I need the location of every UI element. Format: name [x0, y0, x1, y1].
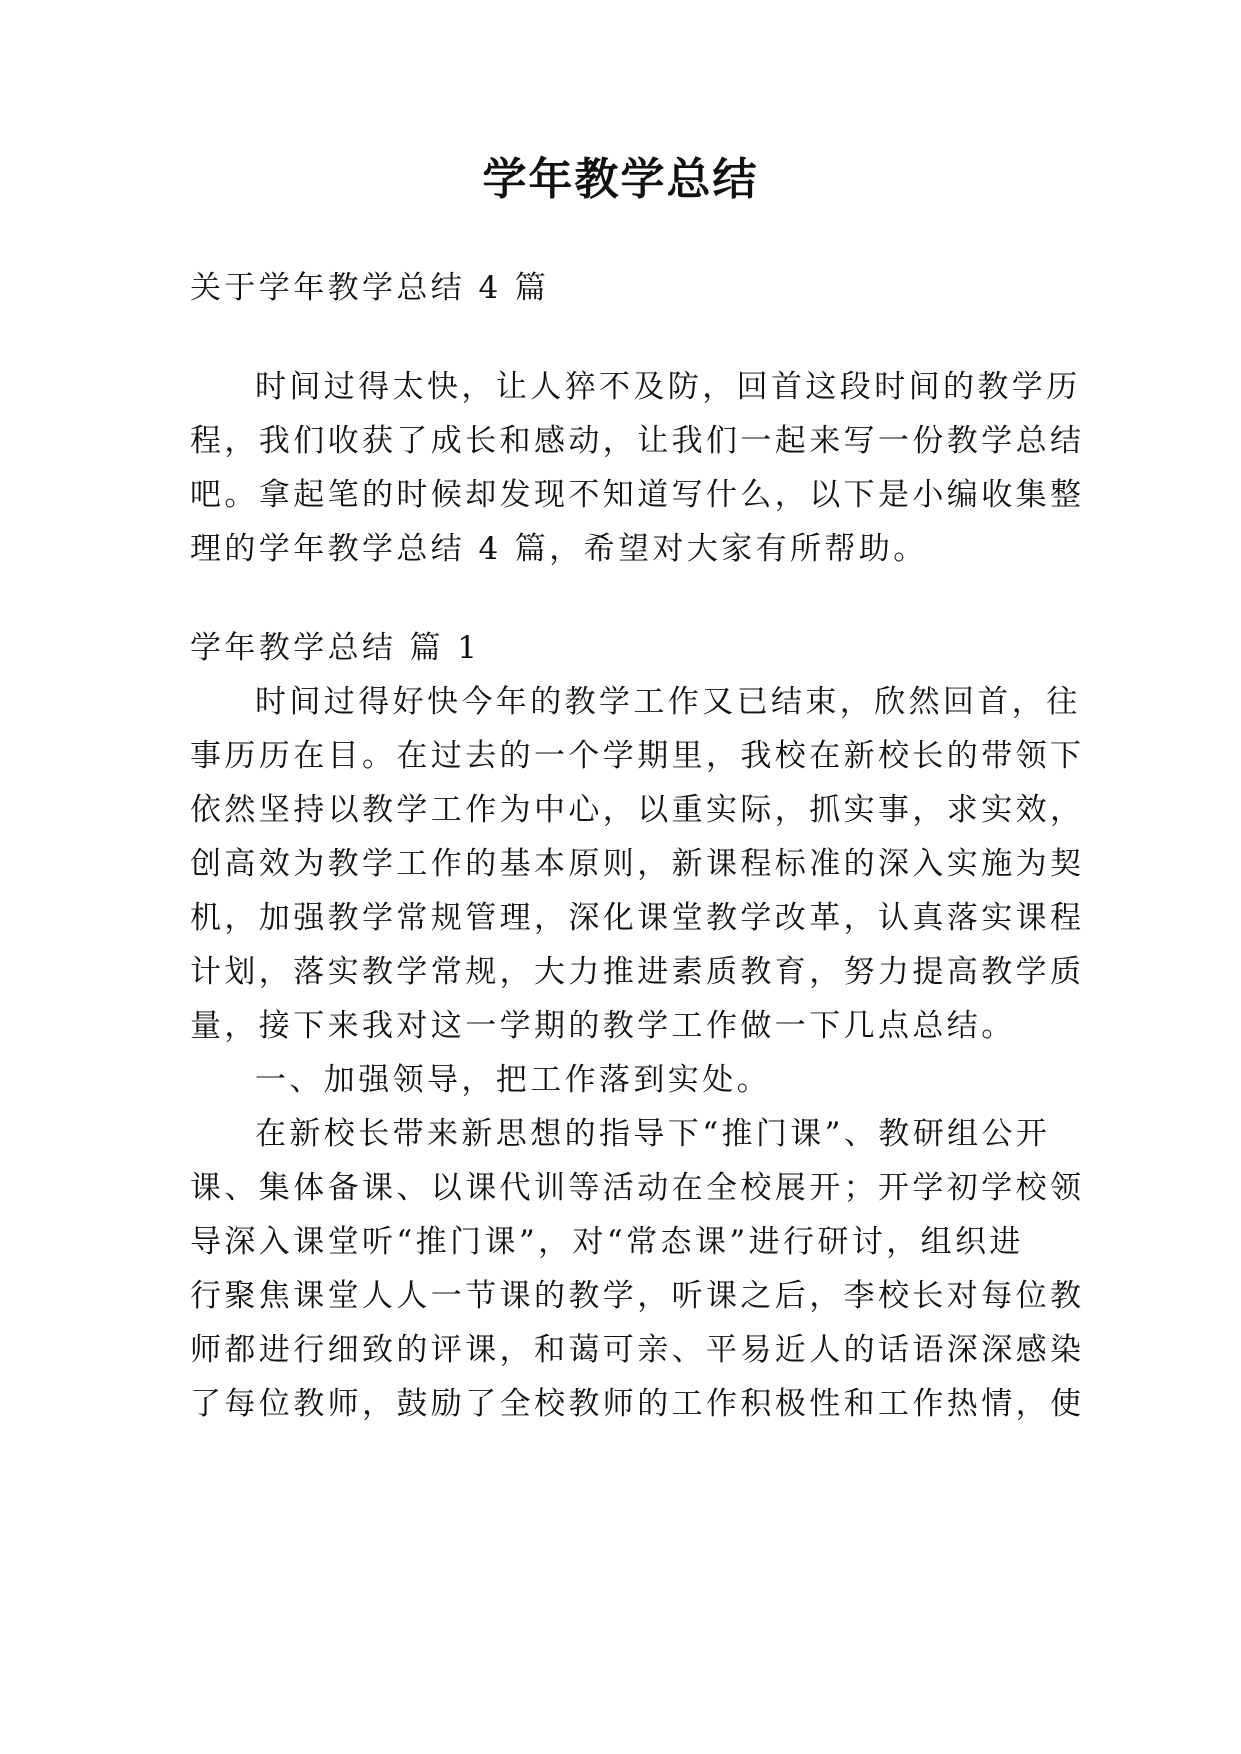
- section-heading: 学年教学总结 篇 1: [190, 630, 481, 666]
- body-line: 了每位教师，鼓励了全校教师的工作积极性和工作热情，使: [190, 1386, 1085, 1422]
- body-line: 在新校长带来新思想的指导下“推门课”、教研组公开: [255, 1116, 1051, 1152]
- intro-line: 程，我们收获了成长和感动，让我们一起来写一份教学总结: [190, 423, 1085, 459]
- body-line: 创高效为教学工作的基本原则，新课程标准的深入实施为契: [190, 846, 1085, 882]
- intro-line: 时间过得太快，让人猝不及防，回首这段时间的教学历: [255, 369, 1081, 405]
- body-line: 导深入课堂听“推门课”，对“常态课”进行研讨，组织进: [190, 1224, 1024, 1260]
- intro-line: 吧。拿起笔的时候却发现不知道写什么，以下是小编收集整: [190, 477, 1085, 513]
- body-line: 依然坚持以教学工作为中心，以重实际，抓实事，求实效，: [190, 792, 1085, 828]
- body-line: 计划，落实教学常规，大力推进素质教育，努力提高教学质: [190, 954, 1085, 990]
- body-line: 事历历在目。在过去的一个学期里，我校在新校长的带领下: [190, 738, 1085, 774]
- document-subtitle: 关于学年教学总结 4 篇: [190, 270, 550, 306]
- body-line: 师都进行细致的评课，和蔼可亲、平易近人的话语深深感染: [190, 1332, 1085, 1368]
- intro-line: 理的学年教学总结 4 篇，希望对大家有所帮助。: [190, 531, 928, 567]
- document-title: 学年教学总结: [482, 154, 759, 205]
- body-line: 行聚焦课堂人人一节课的教学，听课之后，李校长对每位教: [190, 1278, 1085, 1314]
- body-line: 量，接下来我对这一学期的教学工作做一下几点总结。: [190, 1008, 1016, 1044]
- body-line: 机，加强教学常规管理，深化课堂教学改革，认真落实课程: [190, 900, 1085, 936]
- body-line: 课、集体备课、以课代训等活动在全校展开；开学初学校领: [190, 1170, 1085, 1206]
- body-line: 时间过得好快今年的教学工作又已结束，欣然回首，往: [255, 684, 1081, 720]
- body-line: 一、加强领导，把工作落到实处。: [255, 1062, 771, 1098]
